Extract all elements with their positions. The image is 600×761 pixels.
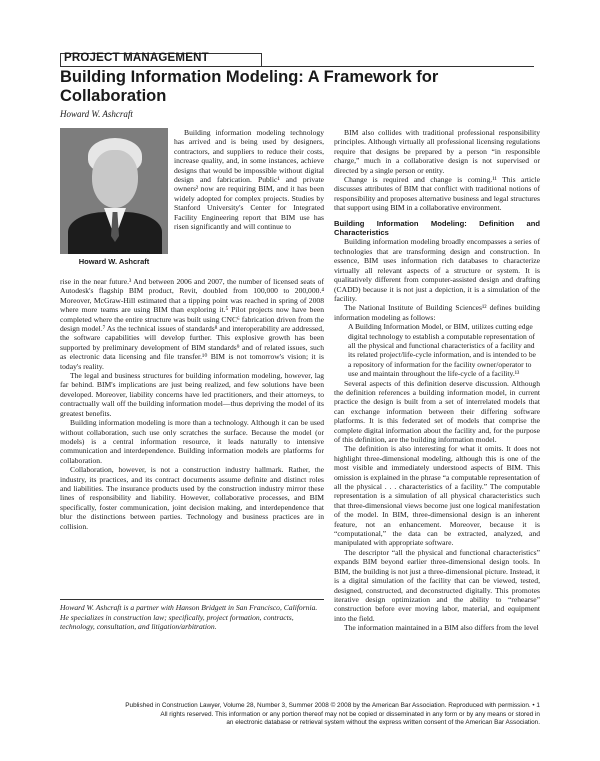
column-1-top — [174, 128, 324, 231]
header-rule — [60, 66, 534, 67]
footer-line: Published in Construction Lawyer, Volume 28, Number 3, Summer 2008 © 2008 by the American Bar Association. Reproduced with permission. • 1 — [125, 702, 540, 709]
paragraph: The descriptor “all the physical and functional characteristics” expands BIM beyond earlier three-dimensional design tools. In BIM, the building is not just a three-dimensional picture. Instead, it is a digital simulation of the facility that can be viewed, tested, designed, constructed, and deconstructed digitally. This promotes iterative design optimization and the ability to “rehearse” construction before ever moving labor, material, and equipment into the field. — [334, 547, 540, 623]
column-1-body — [60, 277, 324, 531]
article-title: Building Information Modeling: A Framework for Collaboration — [60, 68, 439, 105]
paragraph: The information maintained in a BIM also differs from the level — [344, 623, 539, 633]
paragraph: Building information modeling broadly encompasses a series of technologies that are transforming design and construction. In essence, BIM uses information rich databases to characterize virtually all relevant aspects of a structure or system. It is qualitatively different from computer-assisted design and drafting (CADD) because it is not just a depiction, it is a simulation of the facility. — [334, 237, 540, 303]
author-bio: Howard W. Ashcraft is a partner with Hanson Bridgett in San Francisco, California. He specializes in construction law; specifically, project formation, contracts, technology, consultation, and litigation/arbitration. — [60, 603, 318, 632]
footer-line: All rights reserved. This information or any portion thereof may not be copied or disseminated in any form or by any means or stored in — [160, 710, 540, 718]
section-tag: PROJECT MANAGEMENT — [64, 52, 209, 64]
column-2 — [334, 128, 540, 633]
paragraph: Change is required and change is coming.¹¹ This article discusses attributes of BIM that conflict with traditional notions of responsibility and proposes alternative business and legal structures that support using BIM in a collaborative environment. — [334, 175, 540, 213]
paragraph: The legal and business structures for building information modeling, however, lag far behind. BIM's implications are just being realized, and few solutions have been developed. Moreover, liability concerns have led practitioners, and their attorneys, to contractually wall off the building information model—thus depriving the model of its greatest benefits. — [60, 371, 324, 418]
author-byline: Howard W. Ashcraft — [60, 109, 133, 119]
author-photo — [60, 128, 168, 254]
footer — [60, 702, 540, 728]
paragraph: BIM also collides with traditional professional responsibility principles. Although virtually all professional licensing regulations require that designs be prepared by a person “in responsible charge,” much in a collaborative design is not supervised or directed by a single person or entity. — [334, 128, 540, 175]
footer-line: an electronic database or retrieval system without the express written consent of the American Bar Association. — [226, 719, 540, 726]
paragraph: Collaboration, however, is not a construction industry hallmark. Rather, the industry, its practices, and its contract documents assume definite and distinct roles and liabilities. The insurance products used by the construction industry mirror these lines of responsibility and liability. However, collaborative processes, and BIM specifically, foster communication, joint decision making, and interdependence that blur the distinctions between parties. Technology and business practices are in collision. — [60, 465, 324, 531]
section-heading: Building Information Modeling: Definition and Characteristics — [334, 218, 540, 238]
paragraph: The definition is also interesting for what it omits. It does not highlight three-dimensional modeling, although this is one of the most visible and immediately understood aspects of BIM. This omission is explained in the phrase “a computable representation of all the physical . . . characteristics of a facility.” The computable representation is a simulation of all physical characteristics such that three-dimensional views become just one logical manifestation of the model. In BIM, three-dimensional design is an inherent feature, not an enhancement. Moreover, because it is “computational,” the data can be extracted, analyzed, and manipulated with appropriate software. — [334, 444, 540, 548]
paragraph: Building information modeling is more than a technology. Although it can be used without collaboration, such use only scratches the surface. Because the model (or models) is a central information resource, it leads naturally to intensive communication and interdependence. Building information models are platforms for collaboration. — [60, 418, 324, 465]
paragraph: The National Institute of Building Sciences¹² defines building information modeling as follows: — [334, 303, 540, 322]
block-quote: A Building Information Model, or BIM, utilizes cutting edge digital technology to establish a computable representation of all the physical and functional characteristics of a facility and its related project/life-cycle information, and is intended to be a repository of information for the facility owner/operator to use and maintain throughout the life-cycle of a facility.¹³ — [348, 322, 536, 379]
bio-rule — [60, 599, 324, 600]
paragraph: Building information modeling technology has arrived and is being used by designers, contractors, and suppliers to reduce their costs, increase quality, and, in some instances, achieve designs that would be impossible without digital design and fabrication. Public¹ and private owners² now are requiring BIM, and it has been widely adopted for complex projects. Studies by Stanford University's Center for Integrated Facility Engineering report that BIM use has risen significantly and will continue to — [174, 128, 324, 232]
paragraph: Several aspects of this definition deserve discussion. Although the definition references a building information model, in current practice the design is built from a set of interrelated models that can exchange information between their differing software platforms. It is this federated set of models that comprise the complete digital information about the facility and, for the purpose of this definition, are the building information model. — [334, 378, 540, 444]
paragraph: rise in the near future.³ And between 2006 and 2007, the number of licensed seats of Autodesk's flagship BIM product, Revit, doubled from 100,000 to 200,000.⁴ Moreover, McGraw-Hill estimated that a tipping point was reached in spring of 2008 where more teams are using BIM than exploring it.⁵ Pilot projects now have been completed where the entire structure was built using CNC⁶ fabrication driven from the design model.⁷ As the technical issues of standards⁸ and interoperability are addressed, the software capabilities will develop further. This explosive growth has been supported by preliminary development of BIM standards⁹ and of related issues, such as electronic data licensing and file transfer.¹⁰ BIM is not tomorrow's vision; it is today's reality. — [60, 277, 324, 371]
photo-caption: Howard W. Ashcraft — [78, 257, 150, 266]
author-photo-block — [60, 128, 168, 271]
